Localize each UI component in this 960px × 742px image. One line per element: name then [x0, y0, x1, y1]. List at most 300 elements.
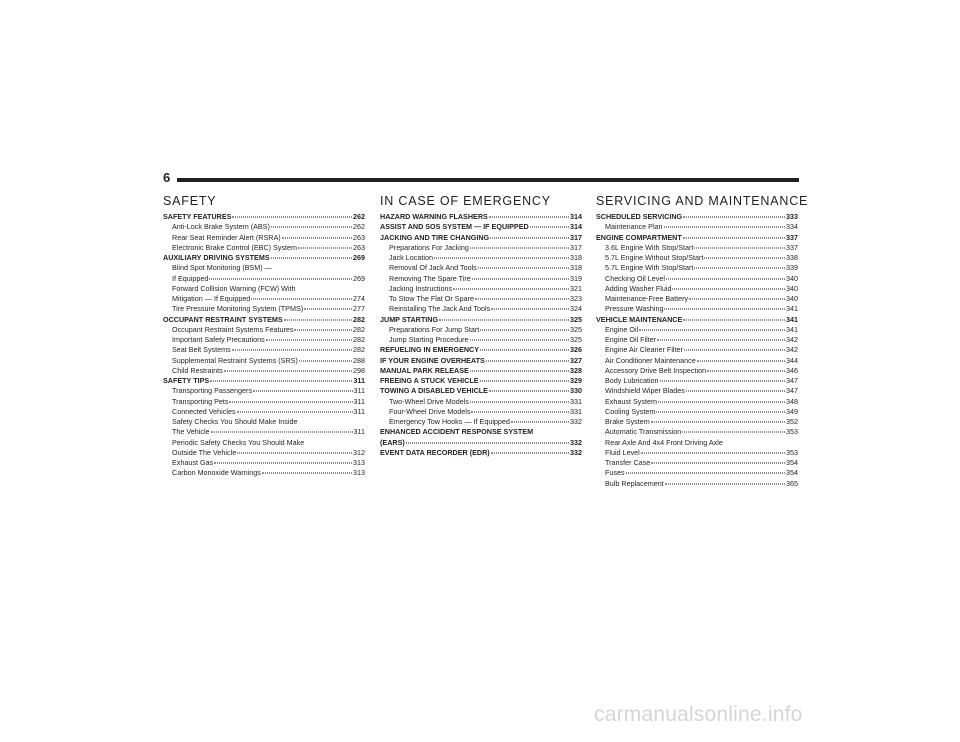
toc-entry-page: 282	[353, 345, 365, 355]
toc-entry[interactable]	[596, 386, 798, 396]
toc-entry[interactable]	[596, 243, 798, 253]
toc-entry-title: FREEING A STUCK VEHICLE	[380, 376, 479, 385]
toc-entry[interactable]	[596, 274, 798, 284]
toc-entry[interactable]	[596, 263, 798, 273]
toc-column-safety	[163, 193, 365, 479]
toc-entry-title: Emergency Tow Hooks — If Equipped	[389, 417, 510, 426]
dot-leader	[210, 381, 352, 382]
dot-leader	[626, 473, 785, 474]
toc-entry-title: ENGINE COMPARTMENT	[596, 232, 682, 242]
dot-leader	[229, 401, 352, 402]
dot-leader	[470, 340, 569, 341]
dot-leader	[486, 360, 569, 361]
dot-leader	[471, 411, 569, 412]
toc-entry-title: AUXILIARY DRIVING SYSTEMS	[163, 253, 270, 262]
toc-entry-title: If Equipped	[172, 273, 209, 283]
toc-entry-title: 5.7L Engine With Stop/Start	[605, 263, 694, 273]
toc-entry-page: 311	[353, 396, 365, 406]
dot-leader	[470, 247, 569, 248]
toc-entry-page: 341	[786, 304, 798, 314]
toc-entry-title: Pressure Washing	[605, 304, 664, 314]
toc-entry-title: SCHEDULED SERVICING	[596, 212, 683, 221]
toc-entry-title: Cooling System	[605, 406, 656, 416]
toc-entry[interactable]	[380, 448, 582, 458]
dot-leader	[480, 381, 569, 382]
toc-entry-title: Transfer Case	[605, 458, 651, 467]
dot-leader	[682, 432, 785, 433]
toc-entry-page: 274	[353, 294, 365, 303]
toc-entry[interactable]	[596, 325, 798, 335]
dot-leader	[489, 391, 569, 392]
toc-entry[interactable]	[380, 397, 582, 407]
toc-entry[interactable]	[380, 253, 582, 263]
toc-entry-page: 282	[353, 314, 365, 324]
toc-entry[interactable]	[596, 468, 798, 478]
toc-entry-title: Maintenance Plan	[605, 222, 663, 232]
toc-entry-page: 332	[570, 447, 582, 457]
toc-entry-title: Maintenance-Free Battery	[605, 294, 689, 303]
toc-entry[interactable]	[163, 468, 365, 478]
toc-entry-page: 340	[786, 283, 798, 293]
dot-leader	[697, 360, 785, 361]
toc-entry-page: 298	[353, 365, 365, 375]
toc-entry[interactable]	[380, 304, 582, 314]
dot-leader	[237, 452, 352, 453]
toc-entry[interactable]	[380, 427, 582, 437]
toc-entry-title: Exhaust System	[605, 396, 657, 406]
toc-entry-page: 338	[786, 253, 798, 262]
toc-entry-page: 282	[353, 335, 365, 344]
toc-entry[interactable]	[163, 386, 365, 396]
toc-entry-title: Preparations For Jump Start	[389, 324, 480, 334]
toc-entry-title: (EARS)	[380, 437, 405, 447]
toc-entry[interactable]	[380, 366, 582, 376]
toc-entry-page: 354	[786, 468, 798, 478]
toc-entry[interactable]	[163, 376, 365, 386]
toc-entry-page: 325	[570, 314, 582, 324]
toc-entry[interactable]	[163, 417, 365, 427]
toc-entry[interactable]	[596, 294, 798, 304]
dot-leader	[639, 329, 785, 330]
toc-entry[interactable]	[596, 253, 798, 263]
toc-entry-page: 314	[570, 222, 582, 232]
toc-entry-title: REFUELING IN EMERGENCY	[380, 345, 480, 355]
toc-entry[interactable]	[163, 345, 365, 355]
toc-entry[interactable]	[596, 438, 798, 448]
toc-entry-page: 317	[570, 242, 582, 252]
toc-entry-page: 344	[786, 355, 798, 365]
toc-entry-title: Engine Oil	[605, 324, 639, 334]
toc-entry-title: SAFETY FEATURES	[163, 212, 232, 221]
toc-entry-page: 349	[786, 406, 798, 416]
toc-entry-title: Transporting Passengers	[172, 386, 253, 396]
dot-leader	[530, 227, 569, 228]
toc-entry-title: Tire Pressure Monitoring System (TPMS)	[172, 304, 304, 314]
toc-entry-page: 324	[570, 304, 582, 314]
dot-leader	[224, 370, 352, 371]
dot-leader	[439, 319, 569, 320]
toc-entry-page: 314	[570, 212, 582, 221]
toc-entry-page: 319	[570, 273, 582, 283]
toc-entry-title: JUMP STARTING	[380, 314, 439, 324]
toc-entry-title: Air Conditioner Maintenance	[605, 355, 696, 365]
dot-leader	[253, 391, 352, 392]
toc-entry-page: 339	[786, 263, 798, 273]
toc-entry[interactable]	[596, 345, 798, 355]
toc-entry-title: Two-Wheel Drive Models	[389, 396, 469, 406]
dot-leader	[434, 258, 569, 259]
dot-leader	[664, 309, 785, 310]
toc-entry[interactable]	[163, 212, 365, 222]
toc-entry[interactable]	[596, 356, 798, 366]
toc-entry-title: Jacking Instructions	[389, 283, 453, 293]
toc-entry[interactable]	[596, 376, 798, 386]
dot-leader	[271, 258, 352, 259]
toc-entry-page: 353	[786, 447, 798, 457]
toc-entry-title: Important Safety Precautions	[172, 335, 265, 344]
dot-leader	[480, 350, 569, 351]
dot-leader	[209, 278, 352, 279]
toc-entry[interactable]	[163, 263, 365, 273]
toc-entry-title: Automatic Transmission	[605, 427, 682, 437]
toc-entry-title: Periodic Safety Checks You Should Make	[172, 437, 305, 447]
toc-entry-title: Engine Oil Filter	[605, 335, 657, 344]
toc-entry-page: 331	[570, 406, 582, 416]
toc-entry-title: Removing The Spare Tire	[389, 273, 471, 283]
toc-entry[interactable]	[163, 356, 365, 366]
toc-entry-title: Four-Wheel Drive Models	[389, 406, 471, 416]
toc-entry-title: ASSIST AND SOS SYSTEM — IF EQUIPPED	[380, 222, 529, 232]
toc-entry-title: IF YOUR ENGINE OVERHEATS	[380, 355, 485, 365]
toc-entry-page: 348	[786, 396, 798, 406]
toc-entry-title: SAFETY TIPS	[163, 376, 210, 385]
dot-leader	[211, 432, 353, 433]
dot-leader	[491, 309, 569, 310]
toc-entry[interactable]	[163, 253, 365, 263]
toc-entry[interactable]	[596, 427, 798, 437]
dot-leader	[489, 217, 569, 218]
toc-entry-page: 263	[353, 232, 365, 242]
toc-entry-title: Accessory Drive Belt Inspection	[605, 365, 707, 375]
toc-entries	[596, 212, 798, 489]
toc-entry-title: TOWING A DISABLED VEHICLE	[380, 386, 488, 396]
toc-entry[interactable]	[380, 243, 582, 253]
toc-entry[interactable]	[380, 222, 582, 232]
toc-entry-page: 311	[353, 386, 365, 396]
toc-entry-page: 332	[570, 417, 582, 426]
dot-leader	[684, 350, 785, 351]
dot-leader	[406, 442, 569, 443]
dot-leader	[651, 422, 785, 423]
toc-entry-page: 313	[353, 458, 365, 467]
dot-leader	[656, 411, 785, 412]
toc-entry-page: 341	[786, 324, 798, 334]
toc-entry[interactable]	[380, 263, 582, 273]
dot-leader	[284, 319, 352, 320]
toc-entry-title: Windshield Wiper Blades	[605, 386, 685, 396]
toc-entry-page: 342	[786, 335, 798, 344]
toc-entry[interactable]	[163, 243, 365, 253]
toc-entry[interactable]	[596, 335, 798, 345]
toc-entry-title: Body Lubrication	[605, 376, 659, 385]
dot-leader	[470, 401, 569, 402]
toc-entry[interactable]	[596, 458, 798, 468]
section-title: SERVICING AND MAINTENANCE	[596, 194, 809, 208]
section-title: SAFETY	[163, 194, 217, 208]
toc-entry-page: 331	[570, 396, 582, 406]
toc-entry[interactable]	[596, 397, 798, 407]
toc-entry-title: Occupant Restraint Systems Features	[172, 324, 294, 334]
toc-entry[interactable]	[596, 479, 798, 489]
toc-entry-title: Engine Air Cleaner Filter	[605, 345, 683, 355]
dot-leader	[683, 237, 785, 238]
toc-entry-title: OCCUPANT RESTRAINT SYSTEMS	[163, 314, 283, 324]
toc-entry[interactable]	[596, 448, 798, 458]
dot-leader	[298, 247, 352, 248]
toc-entry[interactable]	[163, 438, 365, 448]
toc-column-servicing	[596, 193, 809, 489]
toc-entry-title: MANUAL PARK RELEASE	[380, 365, 469, 375]
toc-entry-page: 262	[353, 222, 365, 232]
toc-entry-title: Mitigation — If Equipped	[172, 294, 251, 303]
toc-entry-page: 311	[353, 427, 365, 437]
toc-entry-page: 340	[786, 273, 798, 283]
toc-entry[interactable]	[163, 458, 365, 468]
dot-leader	[453, 288, 569, 289]
dot-leader	[665, 483, 785, 484]
dot-leader	[480, 329, 569, 330]
toc-entry-page: 353	[786, 427, 798, 437]
toc-entry-page: 263	[353, 242, 365, 252]
toc-entry-title: Supplemental Restraint Systems (SRS)	[172, 355, 298, 365]
dot-leader	[304, 309, 352, 310]
toc-entry[interactable]	[380, 386, 582, 396]
toc-entry-title: Rear Axle And 4x4 Front Driving Axle	[605, 437, 723, 447]
toc-entry[interactable]	[380, 212, 582, 222]
toc-entry-title: Removal Of Jack And Tools	[389, 263, 477, 273]
toc-entry-title: Adding Washer Fluid	[605, 283, 672, 293]
toc-entry[interactable]	[163, 222, 365, 232]
toc-entry-title: Fluid Level	[605, 447, 640, 457]
dot-leader	[657, 340, 785, 341]
toc-entry[interactable]	[163, 366, 365, 376]
dot-leader	[694, 268, 785, 269]
dot-leader	[475, 299, 569, 300]
dot-leader	[251, 299, 352, 300]
dot-leader	[683, 217, 785, 218]
toc-entry[interactable]	[596, 212, 798, 222]
toc-entry-title: Exhaust Gas	[172, 458, 214, 467]
toc-entry-page: 332	[570, 437, 582, 447]
toc-entry[interactable]	[163, 315, 365, 325]
toc-entry-page: 334	[786, 222, 798, 232]
toc-entry-page: 262	[353, 212, 365, 221]
toc-entry-page: 321	[570, 283, 582, 293]
dot-leader	[672, 288, 785, 289]
toc-entry-page: 330	[570, 386, 582, 396]
dot-leader	[214, 463, 352, 464]
toc-entry-title: Connected Vehicles	[172, 406, 236, 416]
toc-entry[interactable]	[596, 366, 798, 376]
dot-leader	[707, 370, 785, 371]
toc-entry-title: Safety Checks You Should Make Inside	[172, 417, 298, 426]
toc-entry-title: JACKING AND TIRE CHANGING	[380, 232, 490, 242]
toc-entry-title: Jump Starting Procedure	[389, 335, 469, 344]
toc-entry[interactable]	[596, 315, 798, 325]
dot-leader	[651, 463, 785, 464]
toc-entry[interactable]	[596, 304, 798, 314]
toc-entry-page: 347	[786, 386, 798, 396]
toc-entry-title: Bulb Replacement	[605, 478, 664, 488]
toc-entry-title: Forward Collision Warning (FCW) With	[172, 283, 296, 293]
toc-entry-page: 354	[786, 458, 798, 467]
toc-entry-page: 337	[786, 232, 798, 242]
dot-leader	[683, 319, 785, 320]
toc-entry-title: Jack Location	[389, 253, 433, 262]
toc-entry-page: 329	[570, 376, 582, 385]
toc-entry-page: 340	[786, 294, 798, 303]
toc-entry-page: 325	[570, 324, 582, 334]
toc-entry[interactable]	[596, 233, 798, 243]
toc-entries	[163, 212, 365, 479]
toc-entry[interactable]	[163, 325, 365, 335]
dot-leader	[478, 268, 569, 269]
dot-leader	[660, 381, 785, 382]
toc-entry[interactable]	[380, 284, 582, 294]
dot-leader	[294, 329, 352, 330]
toc-entry[interactable]	[163, 233, 365, 243]
dot-leader	[689, 299, 785, 300]
toc-entry-page: 269	[353, 253, 365, 262]
toc-entry-page: 346	[786, 365, 798, 375]
toc-entry-page: 277	[353, 304, 365, 314]
toc-entry[interactable]	[163, 427, 365, 437]
dot-leader	[232, 350, 352, 351]
toc-entry[interactable]	[380, 376, 582, 386]
toc-entry[interactable]	[163, 448, 365, 458]
toc-entry[interactable]	[380, 438, 582, 448]
dot-leader	[472, 278, 569, 279]
toc-entry[interactable]	[596, 284, 798, 294]
toc-entry[interactable]	[380, 417, 582, 427]
toc-entry[interactable]	[163, 335, 365, 345]
header-rule	[177, 178, 799, 182]
dot-leader	[271, 227, 352, 228]
toc-entry-page: 269	[353, 273, 365, 283]
toc-entry[interactable]	[596, 417, 798, 427]
toc-entry-page: 342	[786, 345, 798, 355]
dot-leader	[686, 391, 785, 392]
toc-entry-title: Rear Seat Reminder Alert (RSRA)	[172, 232, 281, 242]
toc-entry-title: Electronic Brake Control (EBC) System	[172, 242, 298, 252]
toc-entry-title: ENHANCED ACCIDENT RESPONSE SYSTEM	[380, 427, 534, 437]
toc-entry[interactable]	[163, 304, 365, 314]
section-title: IN CASE OF EMERGENCY	[380, 194, 551, 208]
toc-entry[interactable]	[596, 222, 798, 232]
dot-leader	[641, 452, 785, 453]
toc-entry-title: Reinstalling The Jack And Tools	[389, 304, 491, 314]
toc-entry-title: Seat Belt Systems	[172, 345, 231, 355]
dot-leader	[511, 422, 569, 423]
dot-leader	[490, 237, 569, 238]
toc-entry-page: 312	[353, 447, 365, 457]
toc-entry-title: Blind Spot Monitoring (BSM) —	[172, 263, 272, 273]
toc-entry[interactable]	[163, 407, 365, 417]
dot-leader	[299, 360, 352, 361]
dot-leader	[232, 217, 352, 218]
toc-entry-title: 3.6L Engine With Stop/Start	[605, 242, 694, 252]
toc-entry[interactable]	[380, 294, 582, 304]
toc-entry-page: 311	[353, 376, 365, 385]
toc-entry-page: 347	[786, 376, 798, 385]
toc-entry[interactable]	[163, 294, 365, 304]
toc-entry-title: HAZARD WARNING FLASHERS	[380, 212, 488, 221]
toc-entry-page: 327	[570, 355, 582, 365]
dot-leader	[664, 227, 785, 228]
toc-entry-page: 352	[786, 417, 798, 426]
toc-entry-page: 326	[570, 345, 582, 355]
toc-entry-page: 333	[786, 212, 798, 221]
toc-column-emergency	[380, 193, 582, 458]
dot-leader	[282, 237, 352, 238]
toc-entry-page: 288	[353, 355, 365, 365]
dot-leader	[491, 452, 569, 453]
dot-leader	[658, 401, 785, 402]
toc-entry-title: Carbon Monoxide Warnings	[172, 468, 261, 478]
toc-entry-page: 341	[786, 314, 798, 324]
toc-entry-title: The Vehicle	[172, 427, 210, 437]
toc-entry[interactable]	[380, 407, 582, 417]
dot-leader	[470, 370, 569, 371]
toc-entry[interactable]	[163, 284, 365, 294]
toc-entry[interactable]	[596, 407, 798, 417]
toc-entry[interactable]	[380, 233, 582, 243]
toc-entry-title: Outside The Vehicle	[172, 447, 237, 457]
toc-entry-page: 325	[570, 335, 582, 344]
toc-entry-title: Fuses	[605, 468, 625, 478]
dot-leader	[704, 258, 785, 259]
toc-entry-page: 313	[353, 468, 365, 478]
toc-entry-title: Brake System	[605, 417, 650, 426]
toc-entry-title: VEHICLE MAINTENANCE	[596, 314, 683, 324]
toc-entry[interactable]	[380, 315, 582, 325]
toc-entry-page: 318	[570, 253, 582, 262]
toc-entry-page: 337	[786, 242, 798, 252]
toc-entries	[380, 212, 582, 458]
toc-entry-page: 328	[570, 365, 582, 375]
dot-leader	[666, 278, 785, 279]
dot-leader	[237, 411, 353, 412]
toc-entry-title: To Stow The Flat Or Spare	[389, 294, 474, 303]
toc-entry[interactable]	[163, 397, 365, 407]
dot-leader	[262, 473, 352, 474]
toc-entry-title: Anti-Lock Brake System (ABS)	[172, 222, 270, 232]
toc-entry-title: Checking Oil Level	[605, 273, 665, 283]
toc-entry-page: 282	[353, 324, 365, 334]
toc-entry[interactable]	[380, 356, 582, 366]
toc-entry[interactable]	[380, 274, 582, 284]
toc-entry-title: 5.7L Engine Without Stop/Start	[605, 253, 704, 262]
toc-entry[interactable]	[380, 335, 582, 345]
toc-entry-page: 317	[570, 232, 582, 242]
toc-entry-page: 323	[570, 294, 582, 303]
toc-entry-title: Child Restraints	[172, 365, 223, 375]
toc-entry-title: Preparations For Jacking	[389, 242, 469, 252]
toc-entry[interactable]	[380, 345, 582, 355]
toc-entry[interactable]	[380, 325, 582, 335]
toc-entry[interactable]	[163, 274, 365, 284]
dot-leader	[694, 247, 785, 248]
